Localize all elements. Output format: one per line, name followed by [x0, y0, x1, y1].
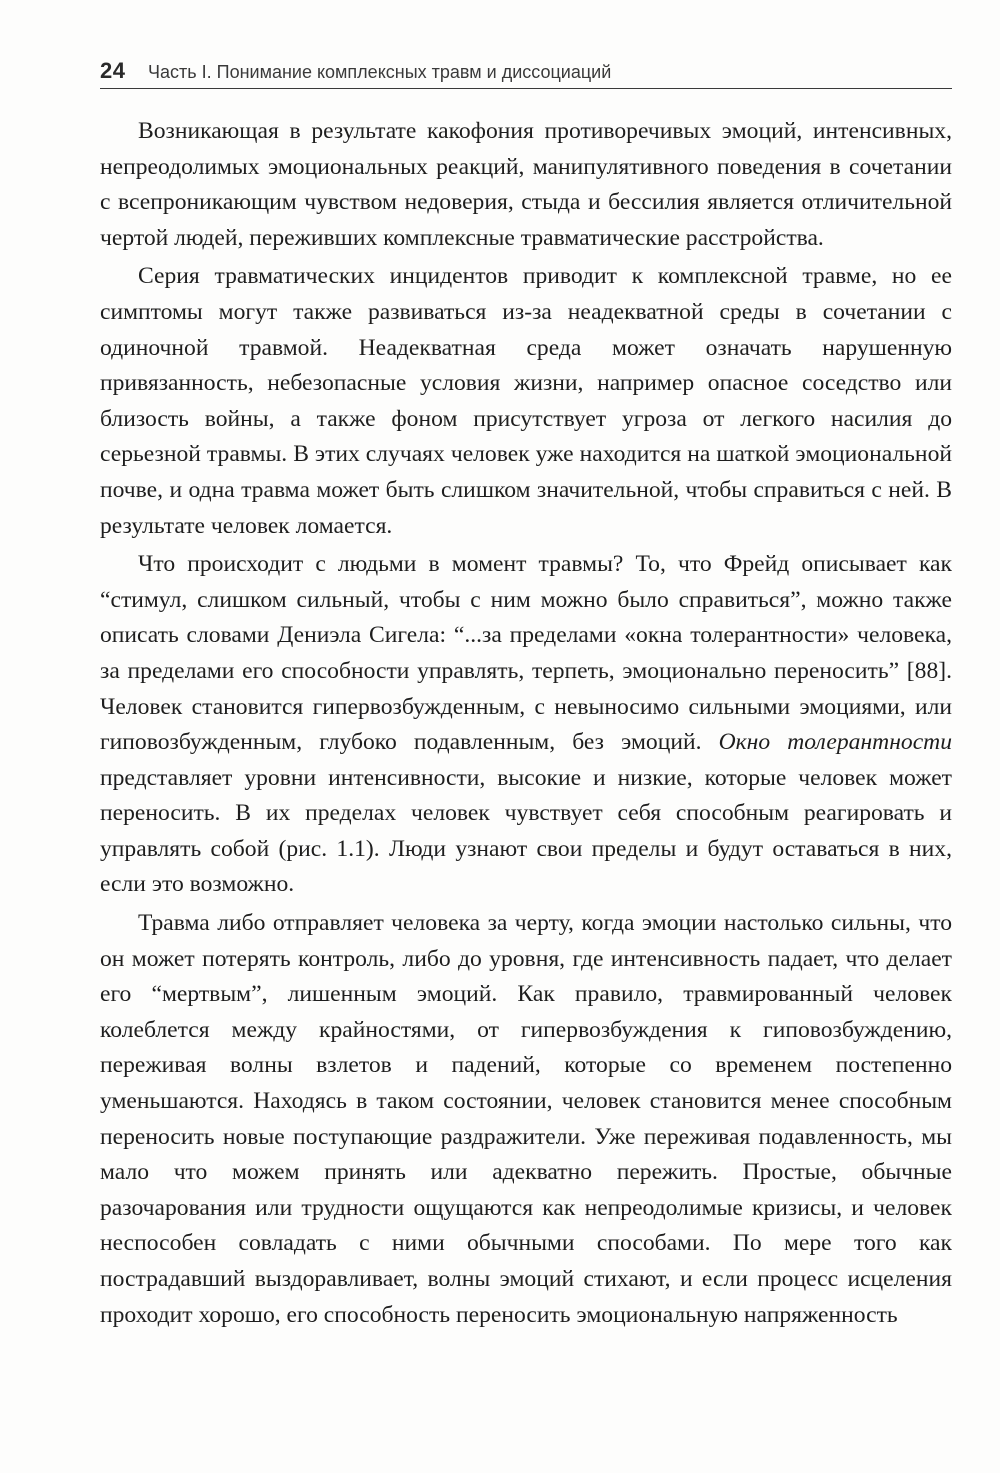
- page-number: 24: [100, 58, 126, 83]
- paragraph-3-text-start: Что происходит с людьми в момент травмы? То, что Фрейд описывает как “стимул, слишком сильный, чтобы с ним можно было справиться”, можно также описать словами Дениэла Сигела: “...за пределами «окна толерантности» человека, за пределами его способности управлять, терпеть, эмоционально переносить” [88]. Человек становится гипервозбужденным, с невыносимо сильными эмоциями, или гиповозбужденным, глубоко подавленным, без эмоций.: [100, 551, 952, 756]
- running-head: [100, 58, 952, 89]
- running-title: Часть I. Понимание комплексных травм и диссоциаций: [148, 62, 612, 82]
- body-text: [100, 114, 952, 1336]
- paragraph-2: Серия травматических инцидентов приводит к комплексной травме, но ее симптомы могут также развиваться из-за неадекватной среды в сочетании с одиночной травмой. Неадекватная среда может означать нарушенную привязанность, небезопасные условия жизни, например опасное соседство или близость войны, а также фоном присутствует угроза от легкого насилия до серьезной травмы. В этих случаях человек уже находится на шаткой эмоциональной почве, и одна травма может быть слишком значительной, чтобы справиться с ней. В результате человек ломается.: [100, 263, 952, 539]
- paragraph-3-text-end: представляет уровни интенсивности, высокие и низкие, которые человек может переносить. В их пределах человек чувствует себя способным реагировать и управлять собой (рис. 1.1). Люди узнают свои пределы и будут оставаться в них, если это возможно.: [100, 764, 952, 898]
- paragraph-1: Возникающая в результате какофония противоречивых эмоций, интенсивных, непреодолимых эмоциональных реакций, манипулятивного поведения в сочетании с всепроникающим чувством недоверия, стыда и бессилия является отличительной чертой людей, переживших комплексные травматические расстройства.: [100, 118, 952, 251]
- italic-term: Окно толерантности: [718, 729, 952, 756]
- paragraph-4: Травма либо отправляет человека за черту, когда эмоции настолько сильны, что он может потерять контроль, либо до уровня, где интенсивность падает, что делает его “мертвым”, лишенным эмоций. Как правило, травмированный человек колеблется между крайностями, от гипервозбуждения к гиповозбуждению, переживая волны взлетов и падений, которые со временем постепенно уменьшаются. Находясь в таком состоянии, человек становится менее способным переносить новые поступающие раздражители. Уже переживая подавленность, мы мало что можем принять или адекватно пережить. Простые, обычные разочарования или трудности ощущаются как непреодолимые кризисы, и человек неспособен совладать с ними обычными способами. По мере того как пострадавший выздоравливает, волны эмоций стихают, и если процесс исцеления проходит хорошо, его способность переносить эмоциональную напряженность: [100, 910, 952, 1328]
- paragraph-3: [100, 547, 952, 903]
